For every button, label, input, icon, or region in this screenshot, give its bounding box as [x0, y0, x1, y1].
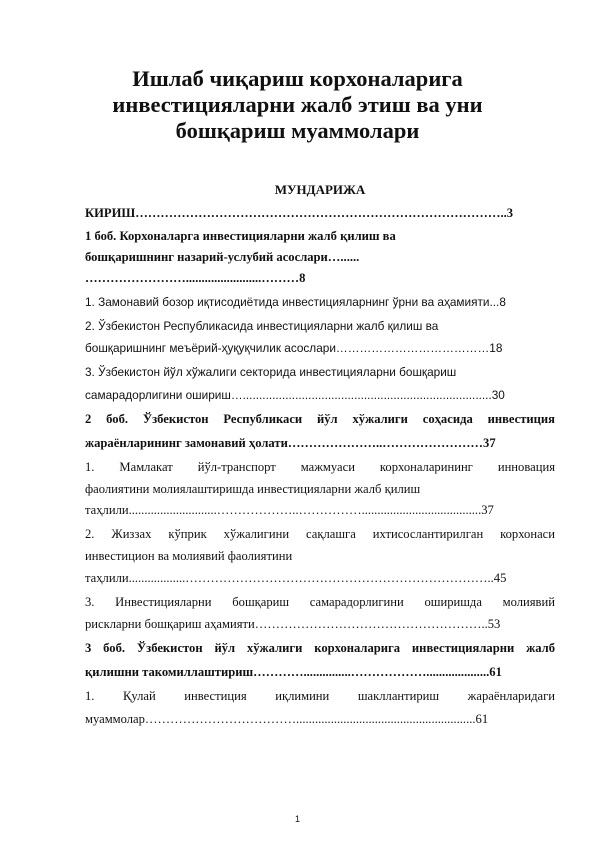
title-line-3: бошқариш муаммолари [175, 118, 420, 143]
toc-entry-1-2-cont: бошқаришнинг меъёрий-ҳуқуқчилик асослари…………………………………18 [85, 341, 503, 355]
toc-entry-2-3: 3. Инвестицияларни бошқариш самарадорлигини оширишда молиявий [85, 595, 555, 609]
toc-entry-1-3: 3. Ўзбекистон йўл хўжалиги секторида инвестицияларни бошқариш [85, 365, 457, 379]
toc-entry-3-1-cont: муаммолар……………………………….........................................................61 [85, 712, 489, 726]
title-line-2: инвестицияларни жалб этиш ва уни [112, 92, 483, 117]
toc-entry-2-2-page: таҳлили..................………………………………………………………………..45 [85, 571, 507, 585]
toc-entry-2-1: 1. Мамлакат йўл-транспорт мажмуаси корхоналарининг инновация [85, 460, 555, 474]
toc-entry-2-3-cont: рискларни бошқариш аҳамияти………………………………………………..53 [85, 617, 501, 631]
page-number: 1 [294, 814, 300, 824]
toc-entry-chapter-1-cont: бошқаришнинг назарий-услубий асослари…...... [85, 250, 360, 264]
toc-entry-2-2-cont: инвестицион ва молиявий фаолиятини [85, 549, 293, 563]
toc-heading: МУНДАРИЖА [274, 182, 366, 197]
toc-entry-3-1: 1. Қулай инвестиция иқлимини шакллантириш жараёнларидаги [85, 689, 555, 703]
toc-entry-2-1-page: таҳлили............................………………..……………......................................37 [85, 503, 494, 517]
toc-entry-1-2: 2. Ўзбекистон Республикасида инвестицияларни жалб қилиш ва [85, 319, 439, 333]
toc-entry-chapter-2: 2 боб. Ўзбекистон Республикаси йўл хўжалиги соҳасида инвестиция [85, 412, 555, 426]
document-title [40, 66, 555, 144]
toc-entry-chapter-3: 3 боб. Ўзбекистон йўл хўжалиги корхоналарига инвестицияларни жалб [85, 641, 555, 655]
toc-entry-introduction: КИРИШ……………………………………………………………………………..3 [85, 206, 514, 220]
toc-entry-1-3-cont: самарадорлигини ошириш…............................................................................30 [85, 388, 505, 402]
toc-entry-2-1-cont: фаолиятини молиялаштиришда инвестицияларни жалб қилиш [85, 482, 421, 496]
toc-entry-chapter-1-dots: ……………………........................………8 [85, 271, 306, 285]
toc-entry-chapter-2-cont: жараёнларининг замонавий ҳолати…………………..……………………37 [85, 436, 496, 450]
title-line-1: Ишлаб чиқариш корхоналарига [132, 66, 463, 91]
toc-entry-chapter-3-cont: қилишни такомиллаштириш…………...............………………....................61 [85, 665, 502, 679]
toc-entry-2-2: 2. Жиззах кўприк хўжалигини сақлашга ихтисослантирилган корхонаси [85, 527, 555, 541]
toc-entry-chapter-1: 1 боб. Корхоналарга инвестицияларни жалб қилиш ва [85, 229, 396, 243]
toc-entry-1-1: 1. Замонавий бозор иқтисодиётида инвестицияларнинг ўрни ва аҳамияти...8 [85, 295, 506, 309]
